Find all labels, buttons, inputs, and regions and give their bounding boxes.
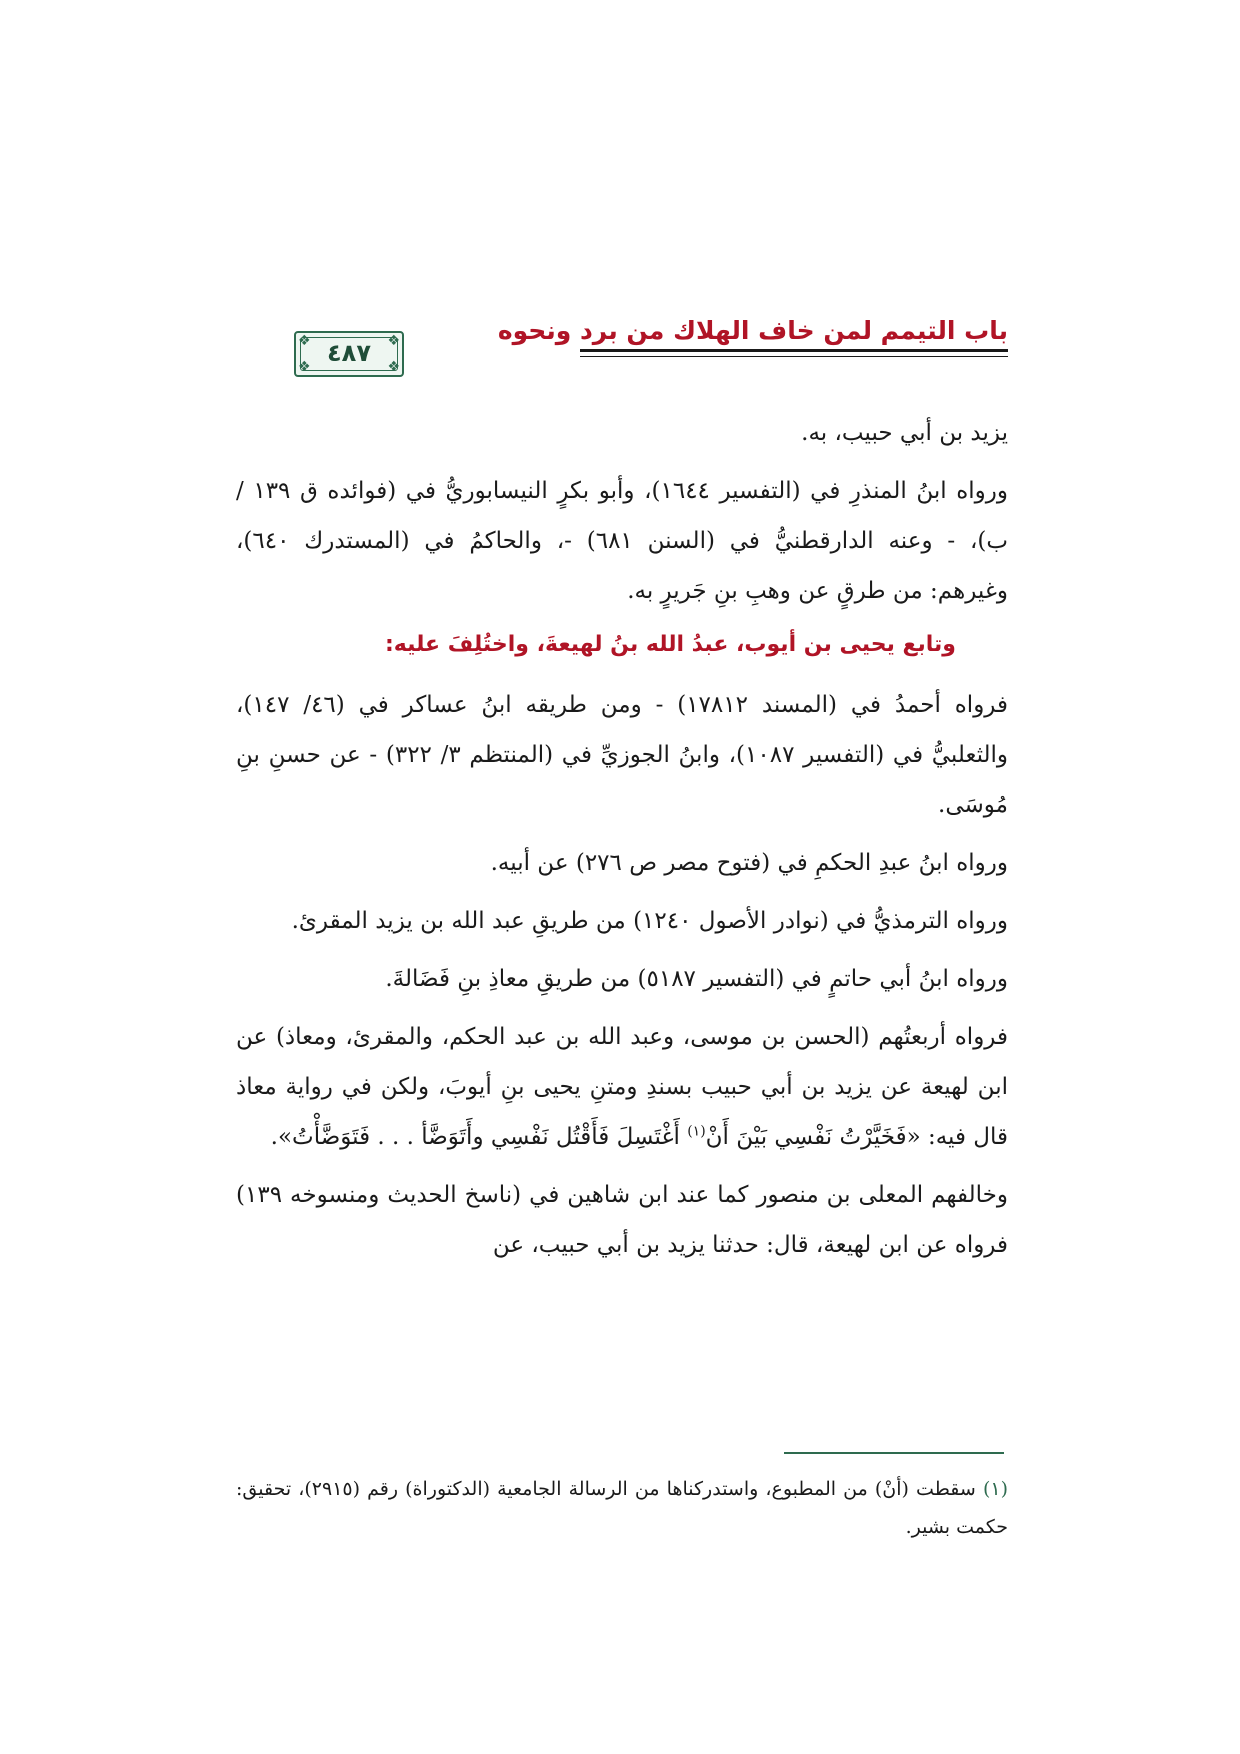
footnotes	[236, 1470, 1008, 1546]
header-rule-left	[963, 349, 1008, 352]
footnote-reference[interactable]: (١)	[687, 1123, 706, 1140]
paragraph: يزيد بن أبي حبيب، به.	[801, 420, 1008, 446]
paragraph: ورواه ابنُ المنذرِ في (التفسير ١٦٤٤)، وأبو بكرٍ النيسابوريُّ في (فوائده ق ١٣٩ / ب)، - وعنه الدارقطنيُّ في (السنن ٦٨١) -، والحاكمُ في (المستدرك ٦٤٠)، وغيرهم: من طرقٍ عن وهبِ بنِ جَريرٍ به.	[236, 478, 1008, 604]
header-rule-left-thin	[963, 356, 1008, 357]
paragraph: ورواه ابنُ عبدِ الحكمِ في (فتوح مصر ص ٢٧٦) عن أبيه.	[490, 850, 1008, 876]
paragraph: ورواه ابنُ أبي حاتمٍ في (التفسير ٥١٨٧) من طريقِ معاذِ بنِ فَضَالةَ.	[385, 966, 1008, 992]
running-header	[238, 306, 1008, 386]
page-number: ٤٨٧	[327, 339, 371, 367]
ornament-icon: ❖	[387, 359, 400, 375]
ornament-icon: ❖	[387, 333, 400, 349]
footnote-text: سقطت (أنْ) من المطبوع، واستدركناها من الرسالة الجامعية (الدكتوراة) رقم (٢٩١٥)، تحقيق: حكمت بشير.	[236, 1478, 1008, 1538]
paragraph: وخالفهم المعلى بن منصور كما عند ابن شاهين في (ناسخ الحديث ومنسوخه ١٣٩) فرواه عن ابن لهيعة، قال: حدثنا يزيد بن أبي حبيب، عن	[236, 1182, 1008, 1258]
ornament-icon: ❖	[298, 333, 311, 349]
header-rule-thin	[580, 356, 1008, 357]
paragraph-with-footnote	[236, 1012, 1008, 1162]
footnote	[236, 1470, 1008, 1546]
ornament-icon: ❖	[298, 359, 311, 375]
page-number-badge	[294, 331, 404, 377]
footnote-separator	[784, 1452, 1004, 1454]
paragraph: ورواه الترمذيُّ في (نوادر الأصول ١٢٤٠) من طريقِ عبد الله بن يزيد المقرئ.	[291, 908, 1008, 934]
paragraph-text-continued: أَغْتَسِلَ فَأَقْتُل نَفْسِي وأَتَوَضَّأ . . . فَتَوَضَّأْتُ».	[270, 1124, 688, 1150]
main-text	[236, 408, 1008, 1278]
section-subheading: وتابع يحيى بن أيوب، عبدُ الله بنُ لهيعةَ، واختُلِفَ عليه:	[384, 632, 956, 657]
paragraph: فرواه أحمدُ في (المسند ١٧٨١٢) - ومن طريقه ابنُ عساكر في (٤٦/ ١٤٧)، والثعلبيُّ في (التفسير ١٠٨٧)، وابنُ الجوزيِّ في (المنتظم ٣/ ٣٢٢) - عن حسنِ بنِ مُوسَى.	[236, 692, 1009, 818]
footnote-number: (١)	[982, 1478, 1008, 1500]
paragraph-text: فرواه أربعتُهم (الحسن بن موسى، وعبد الله بن عبد الحكم، والمقرئ، ومعاذ) عن ابن لهيعة عن يزيد بن أبي حبيب بسندِ ومتنِ يحيى بنِ أيوبَ، ولكن في رواية معاذ قال فيه: «فَخَيَّرْتُ نَفْسِي بَيْنَ أَنْ	[236, 1024, 1008, 1150]
header-rule	[580, 349, 1008, 352]
chapter-title: باب التيمم لمن خاف الهلاك من برد ونحوه	[497, 316, 1008, 345]
